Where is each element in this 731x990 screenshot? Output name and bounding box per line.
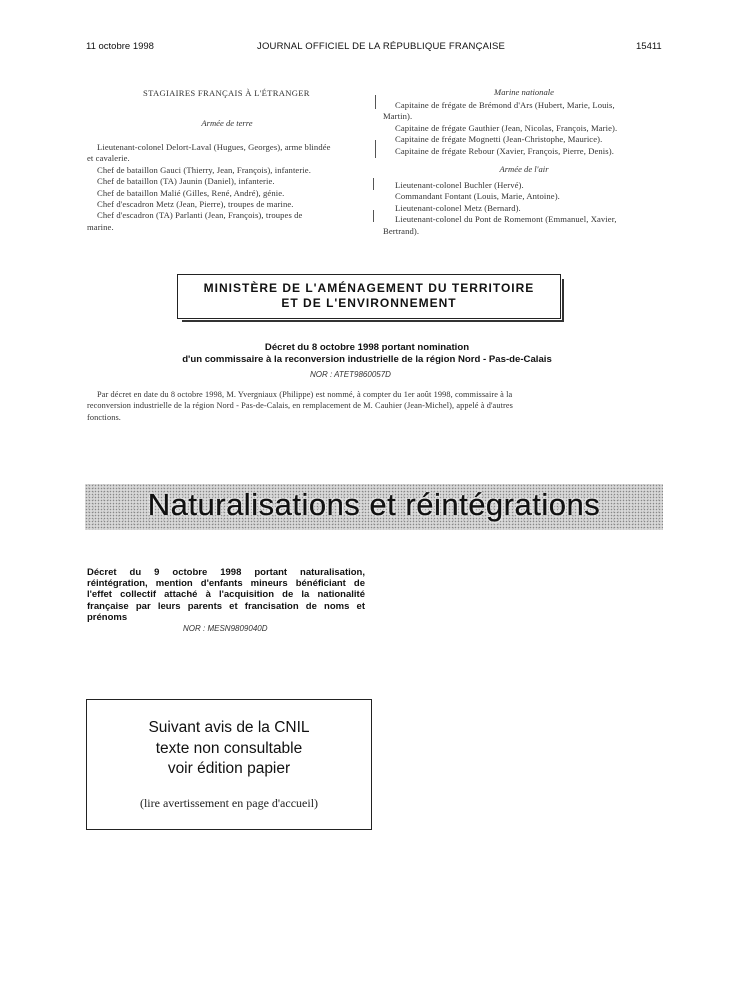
nor-label: NOR : bbox=[183, 624, 206, 633]
decret1-title-line2: d'un commissaire à la reconversion industrielle de la région Nord - Pas-de-Calais bbox=[182, 354, 552, 365]
list-item: Capitaine de frégate de Brémond d'Ars (Hubert, Marie, Louis, bbox=[395, 100, 615, 110]
decret1-body bbox=[87, 389, 663, 423]
list-item: Capitaine de frégate Rebour (Xavier, François, Pierre, Denis). bbox=[395, 145, 614, 156]
ministry-title-line1: MINISTÈRE DE L'AMÉNAGEMENT DU TERRITOIRE bbox=[203, 281, 535, 295]
naturalisations-banner bbox=[85, 484, 663, 530]
list-item: Chef de bataillon Gauci (Thierry, Jean, François), infanterie. bbox=[97, 164, 311, 175]
column-divider bbox=[373, 178, 374, 190]
decret2-nor bbox=[183, 624, 268, 633]
marine-heading: Marine nationale bbox=[494, 87, 554, 97]
body-line: Par décret en date du 8 octobre 1998, M. Yvergniaux (Philippe) est nommé, à compter du 1er août 1998, commissaire à la bbox=[97, 390, 513, 399]
list-item: Lieutenant-colonel du Pont de Romemont (Emmanuel, Xavier, bbox=[395, 214, 617, 225]
column-divider bbox=[375, 140, 376, 158]
armee-terre-list bbox=[87, 142, 369, 233]
banner-title: Naturalisations et réintégrations bbox=[147, 487, 601, 522]
decret1-title-line1: Décret du 8 octobre 1998 portant nomination bbox=[264, 342, 470, 353]
cnil-notice-text bbox=[87, 718, 371, 780]
decret2-title: Décret du 9 octobre 1998 portant naturalisation, réintégration, mention d'enfants mineurs bénéficiant de l'effet collectif attaché à l'acquisition de la nationalité française par leurs parents et francisation de noms et prénoms bbox=[87, 567, 365, 623]
marine-list bbox=[383, 100, 668, 157]
decret1-nor bbox=[310, 370, 391, 379]
nor-label: NOR : bbox=[310, 370, 333, 379]
list-item: Chef de bataillon Malié (Gilles, René, André), génie. bbox=[97, 187, 285, 198]
air-heading: Armée de l'air bbox=[499, 164, 549, 174]
list-item: marine. bbox=[87, 221, 114, 232]
cnil-line1: Suivant avis de la CNIL bbox=[148, 719, 310, 736]
air-list bbox=[383, 180, 668, 237]
list-item: Bertrand). bbox=[383, 225, 420, 236]
header-page-number: 15411 bbox=[636, 41, 662, 52]
list-item: Lieutenant-colonel Metz (Bernard). bbox=[395, 202, 521, 213]
body-line: fonctions. bbox=[87, 412, 121, 422]
body-line: reconversion industrielle de la région Nord - Pas-de-Calais, en remplacement de M. Cauhier (Jean-Michel), appelé à d'autres bbox=[87, 401, 513, 411]
column-divider bbox=[373, 210, 374, 222]
ministry-heading-box bbox=[177, 274, 561, 319]
list-item: Chef de bataillon (TA) Jaunin (Daniel), infanterie. bbox=[97, 176, 275, 187]
list-item: Lieutenant-colonel Buchler (Hervé). bbox=[395, 180, 524, 190]
cnil-line3: voir édition papier bbox=[167, 760, 291, 777]
cnil-note: (lire avertissement en page d'accueil) bbox=[139, 795, 319, 810]
list-item: et cavalerie. bbox=[87, 153, 130, 164]
stagiaires-title: STAGIAIRES FRANÇAIS À L'ÉTRANGER bbox=[143, 88, 310, 98]
header-journal-title: JOURNAL OFFICIEL DE LA RÉPUBLIQUE FRANÇAISE bbox=[257, 41, 506, 52]
list-item: Chef d'escadron (TA) Parlanti (Jean, François), troupes de bbox=[97, 210, 303, 221]
list-item: Martin). bbox=[383, 111, 413, 122]
list-item: Capitaine de frégate Mognetti (Jean-Christophe, Maurice). bbox=[395, 134, 603, 145]
ministry-title-line2: ET DE L'ENVIRONNEMENT bbox=[281, 296, 457, 310]
column-divider bbox=[375, 95, 376, 109]
header-date: 11 octobre 1998 bbox=[86, 41, 154, 52]
cnil-notice-box bbox=[86, 699, 372, 830]
cnil-line2: texte non consultable bbox=[155, 739, 303, 757]
list-item: Lieutenant-colonel Delort-Laval (Hugues, Georges), arme blindée bbox=[97, 142, 331, 152]
list-item: Chef d'escadron Metz (Jean, Pierre), troupes de marine. bbox=[97, 199, 294, 210]
decret1-title bbox=[87, 342, 647, 366]
nor-value: MESN9809040D bbox=[207, 624, 268, 633]
nor-value: ATET9860057D bbox=[334, 370, 391, 379]
armee-terre-heading: Armée de terre bbox=[201, 118, 253, 128]
list-item: Capitaine de frégate Gauthier (Jean, Nicolas, François, Marie). bbox=[395, 122, 618, 133]
list-item: Commandant Fontant (Louis, Marie, Antoine). bbox=[395, 191, 560, 202]
